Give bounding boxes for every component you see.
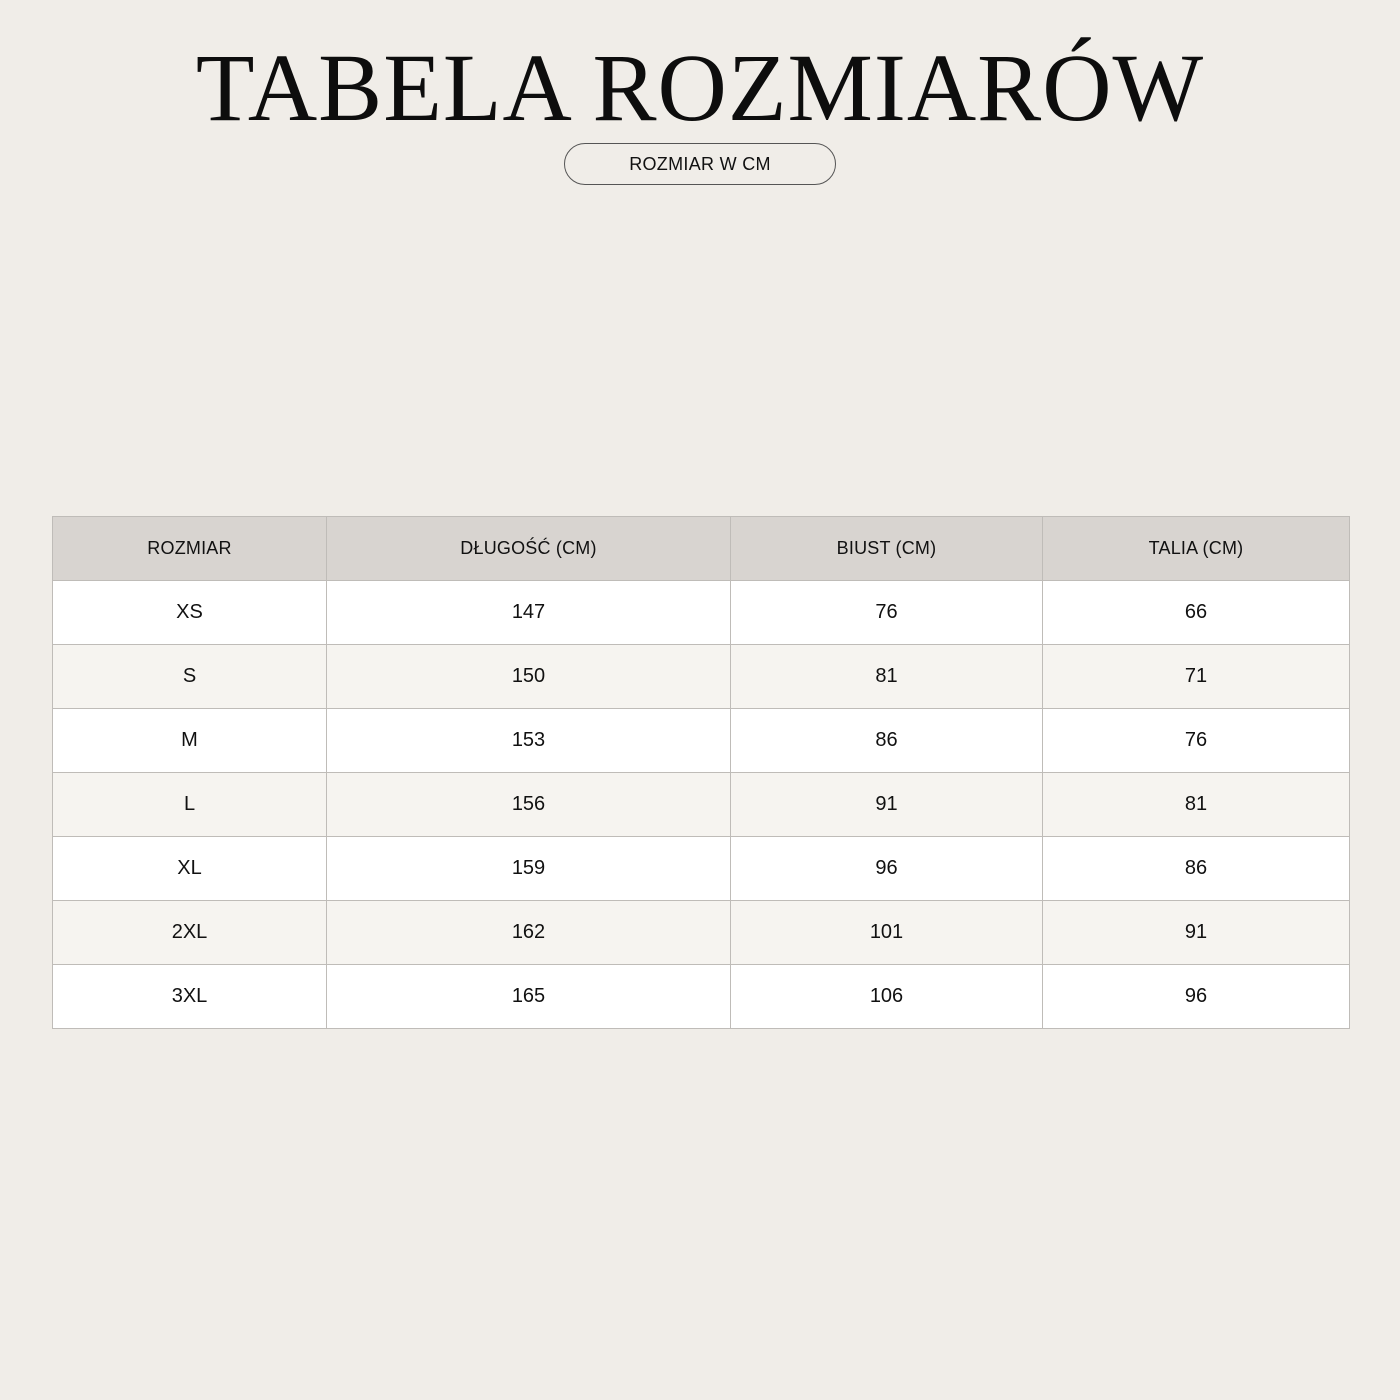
- cell-bust: 86: [731, 709, 1043, 773]
- cell-waist: 81: [1043, 773, 1350, 837]
- cell-size: L: [53, 773, 327, 837]
- table-row: [53, 837, 1350, 901]
- unit-badge: ROZMIAR W CM: [564, 143, 836, 185]
- cell-length: 162: [327, 901, 731, 965]
- cell-size: XL: [53, 837, 327, 901]
- header-cell-size: ROZMIAR: [53, 517, 327, 581]
- cell-length: 150: [327, 645, 731, 709]
- header-cell-waist: TALIA (CM): [1043, 517, 1350, 581]
- cell-waist: 96: [1043, 965, 1350, 1029]
- cell-length: 147: [327, 581, 731, 645]
- cell-size: XS: [53, 581, 327, 645]
- cell-bust: 106: [731, 965, 1043, 1029]
- page-title: TABELA ROZMIARÓW: [195, 34, 1205, 141]
- size-table-body: [53, 581, 1350, 1029]
- cell-length: 156: [327, 773, 731, 837]
- cell-waist: 76: [1043, 709, 1350, 773]
- cell-bust: 96: [731, 837, 1043, 901]
- table-row: [53, 709, 1350, 773]
- table-row: [53, 901, 1350, 965]
- size-table-header: [53, 517, 1350, 581]
- cell-size: 3XL: [53, 965, 327, 1029]
- size-table: [52, 516, 1350, 1029]
- cell-waist: 91: [1043, 901, 1350, 965]
- cell-bust: 91: [731, 773, 1043, 837]
- table-row: [53, 645, 1350, 709]
- cell-bust: 76: [731, 581, 1043, 645]
- cell-bust: 101: [731, 901, 1043, 965]
- cell-length: 153: [327, 709, 731, 773]
- table-row: [53, 965, 1350, 1029]
- cell-size: S: [53, 645, 327, 709]
- table-row: [53, 581, 1350, 645]
- cell-size: 2XL: [53, 901, 327, 965]
- cell-length: 165: [327, 965, 731, 1029]
- cell-waist: 86: [1043, 837, 1350, 901]
- header-cell-length: DŁUGOŚĆ (CM): [327, 517, 731, 581]
- header-row: [53, 517, 1350, 581]
- cell-bust: 81: [731, 645, 1043, 709]
- cell-length: 159: [327, 837, 731, 901]
- cell-waist: 66: [1043, 581, 1350, 645]
- cell-waist: 71: [1043, 645, 1350, 709]
- table-row: [53, 773, 1350, 837]
- cell-size: M: [53, 709, 327, 773]
- header-cell-bust: BIUST (CM): [731, 517, 1043, 581]
